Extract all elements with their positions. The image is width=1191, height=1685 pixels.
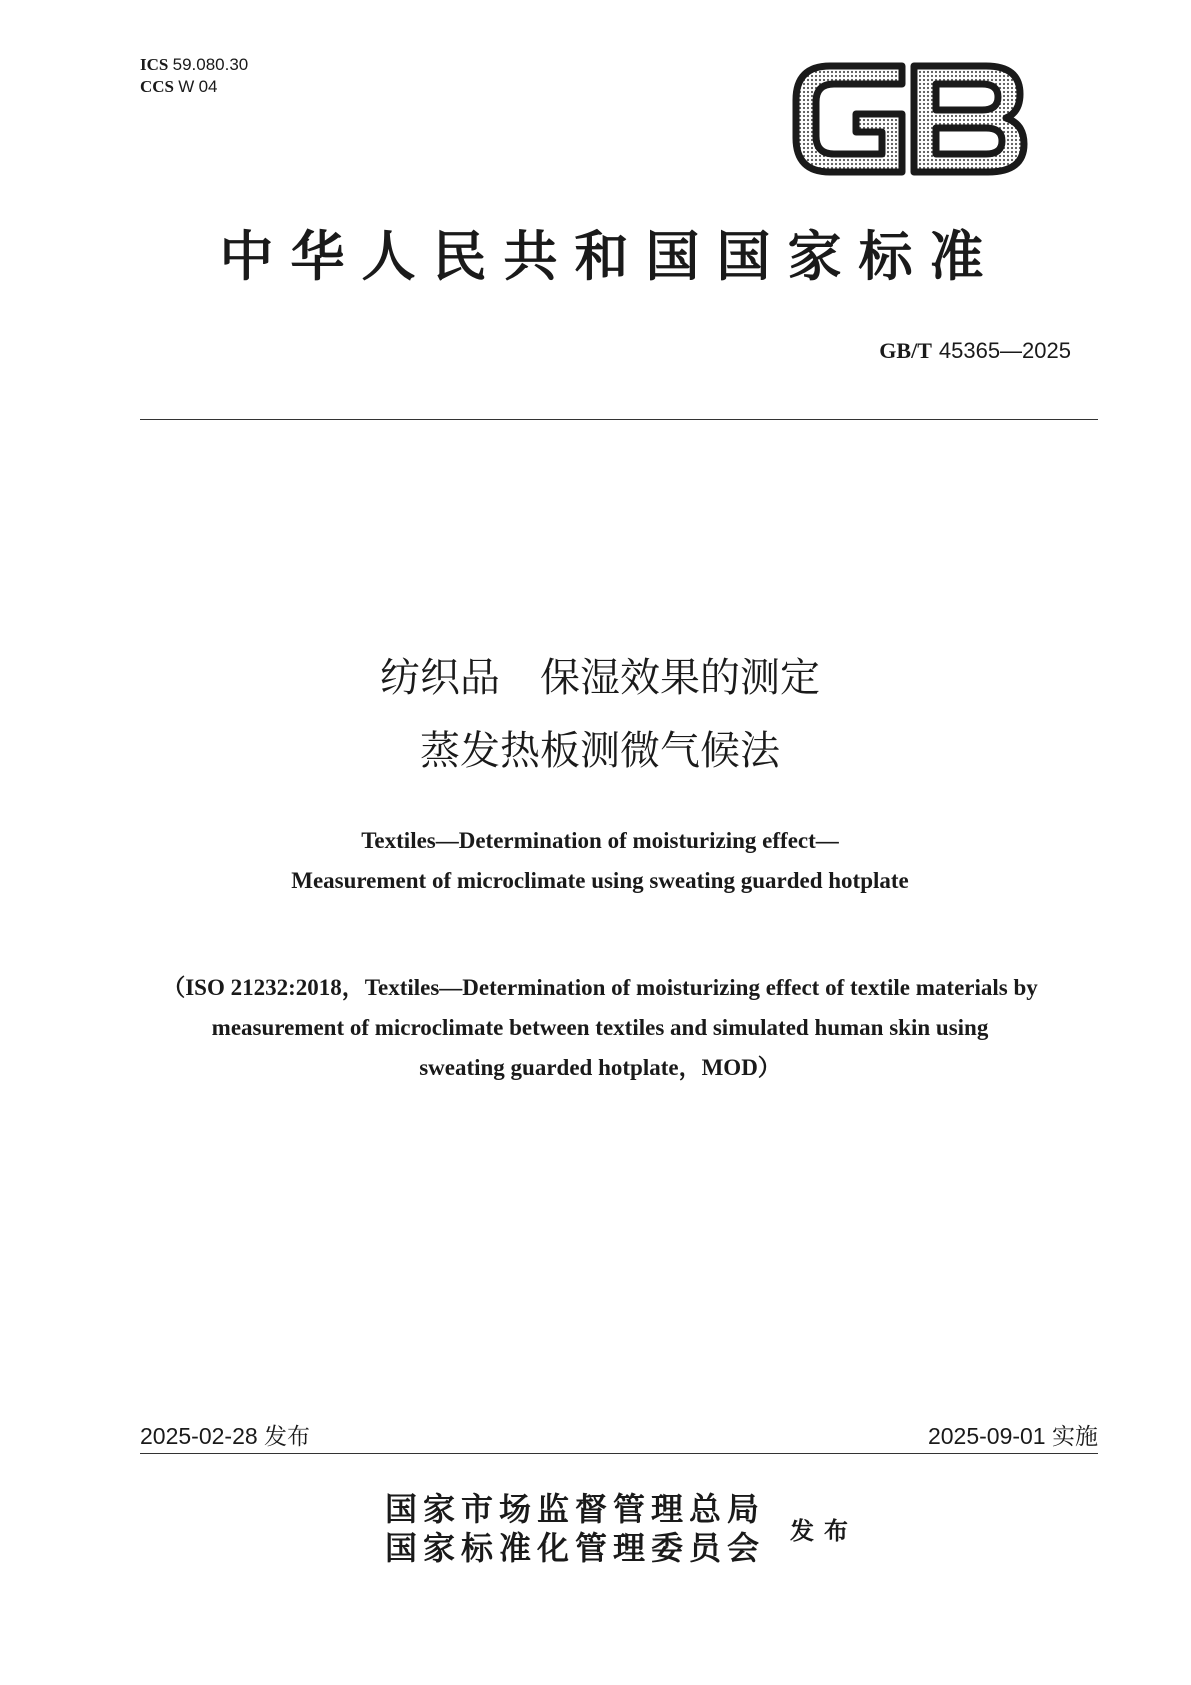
ccs-letter: W <box>178 77 195 96</box>
gb-logo <box>790 58 1030 180</box>
issuing-organizations <box>385 1490 765 1568</box>
gb-logo-text: GB <box>790 58 792 59</box>
standard-code <box>879 338 1071 364</box>
publish-date <box>140 1418 310 1451</box>
top-divider <box>140 419 1098 420</box>
iso-reference-line-2: measurement of microclimate between textiles and simulated human skin using <box>211 1015 989 1040</box>
iso-reference-line-3: sweating guarded hotplate，MOD） <box>419 1055 781 1080</box>
english-title <box>100 821 1100 901</box>
standard-code-prefix: GB/T <box>879 338 932 363</box>
implement-date-value: 2025-09-01 <box>927 1423 1046 1449</box>
classification-codes <box>140 54 248 98</box>
publish-date-value: 2025-02-28 <box>140 1423 258 1449</box>
implement-date <box>928 1418 1098 1451</box>
ics-value: 59.080.30 <box>172 55 249 74</box>
issue-word: 发布 <box>790 1516 858 1545</box>
publish-date-label: 发布 <box>264 1424 311 1450</box>
ics-label: ICS <box>140 55 169 74</box>
issuer-org-2: 国家标准化管理委员会 <box>385 1529 766 1567</box>
gb-logo-icon <box>790 58 1030 180</box>
iso-reference-line-1: （ISO 21232:2018，Textiles—Determination of moisturizing effect of textile materials by <box>162 975 1038 1000</box>
chinese-title-line-1: 纺织品 保湿效果的测定 <box>380 655 820 701</box>
bottom-divider <box>140 1453 1098 1454</box>
iso-reference <box>80 968 1120 1088</box>
ccs-value: 04 <box>198 77 218 96</box>
national-standard-title: 中华人民共和国国家标准 <box>219 225 1001 288</box>
chinese-title-line-2: 蒸发热板测微气候法 <box>420 728 780 774</box>
english-title-line-2: Measurement of microclimate using sweating guarded hotplate <box>291 868 909 893</box>
english-title-line-1: Textiles—Determination of moisturizing effect— <box>361 828 839 853</box>
ccs-label: CCS <box>140 77 175 96</box>
ccs-line <box>140 76 248 98</box>
issuer-org-1: 国家市场监督管理总局 <box>385 1490 766 1528</box>
standard-code-number: 45365—2025 <box>938 338 1071 363</box>
ics-line <box>140 54 248 76</box>
implement-date-label: 实施 <box>1052 1424 1098 1450</box>
